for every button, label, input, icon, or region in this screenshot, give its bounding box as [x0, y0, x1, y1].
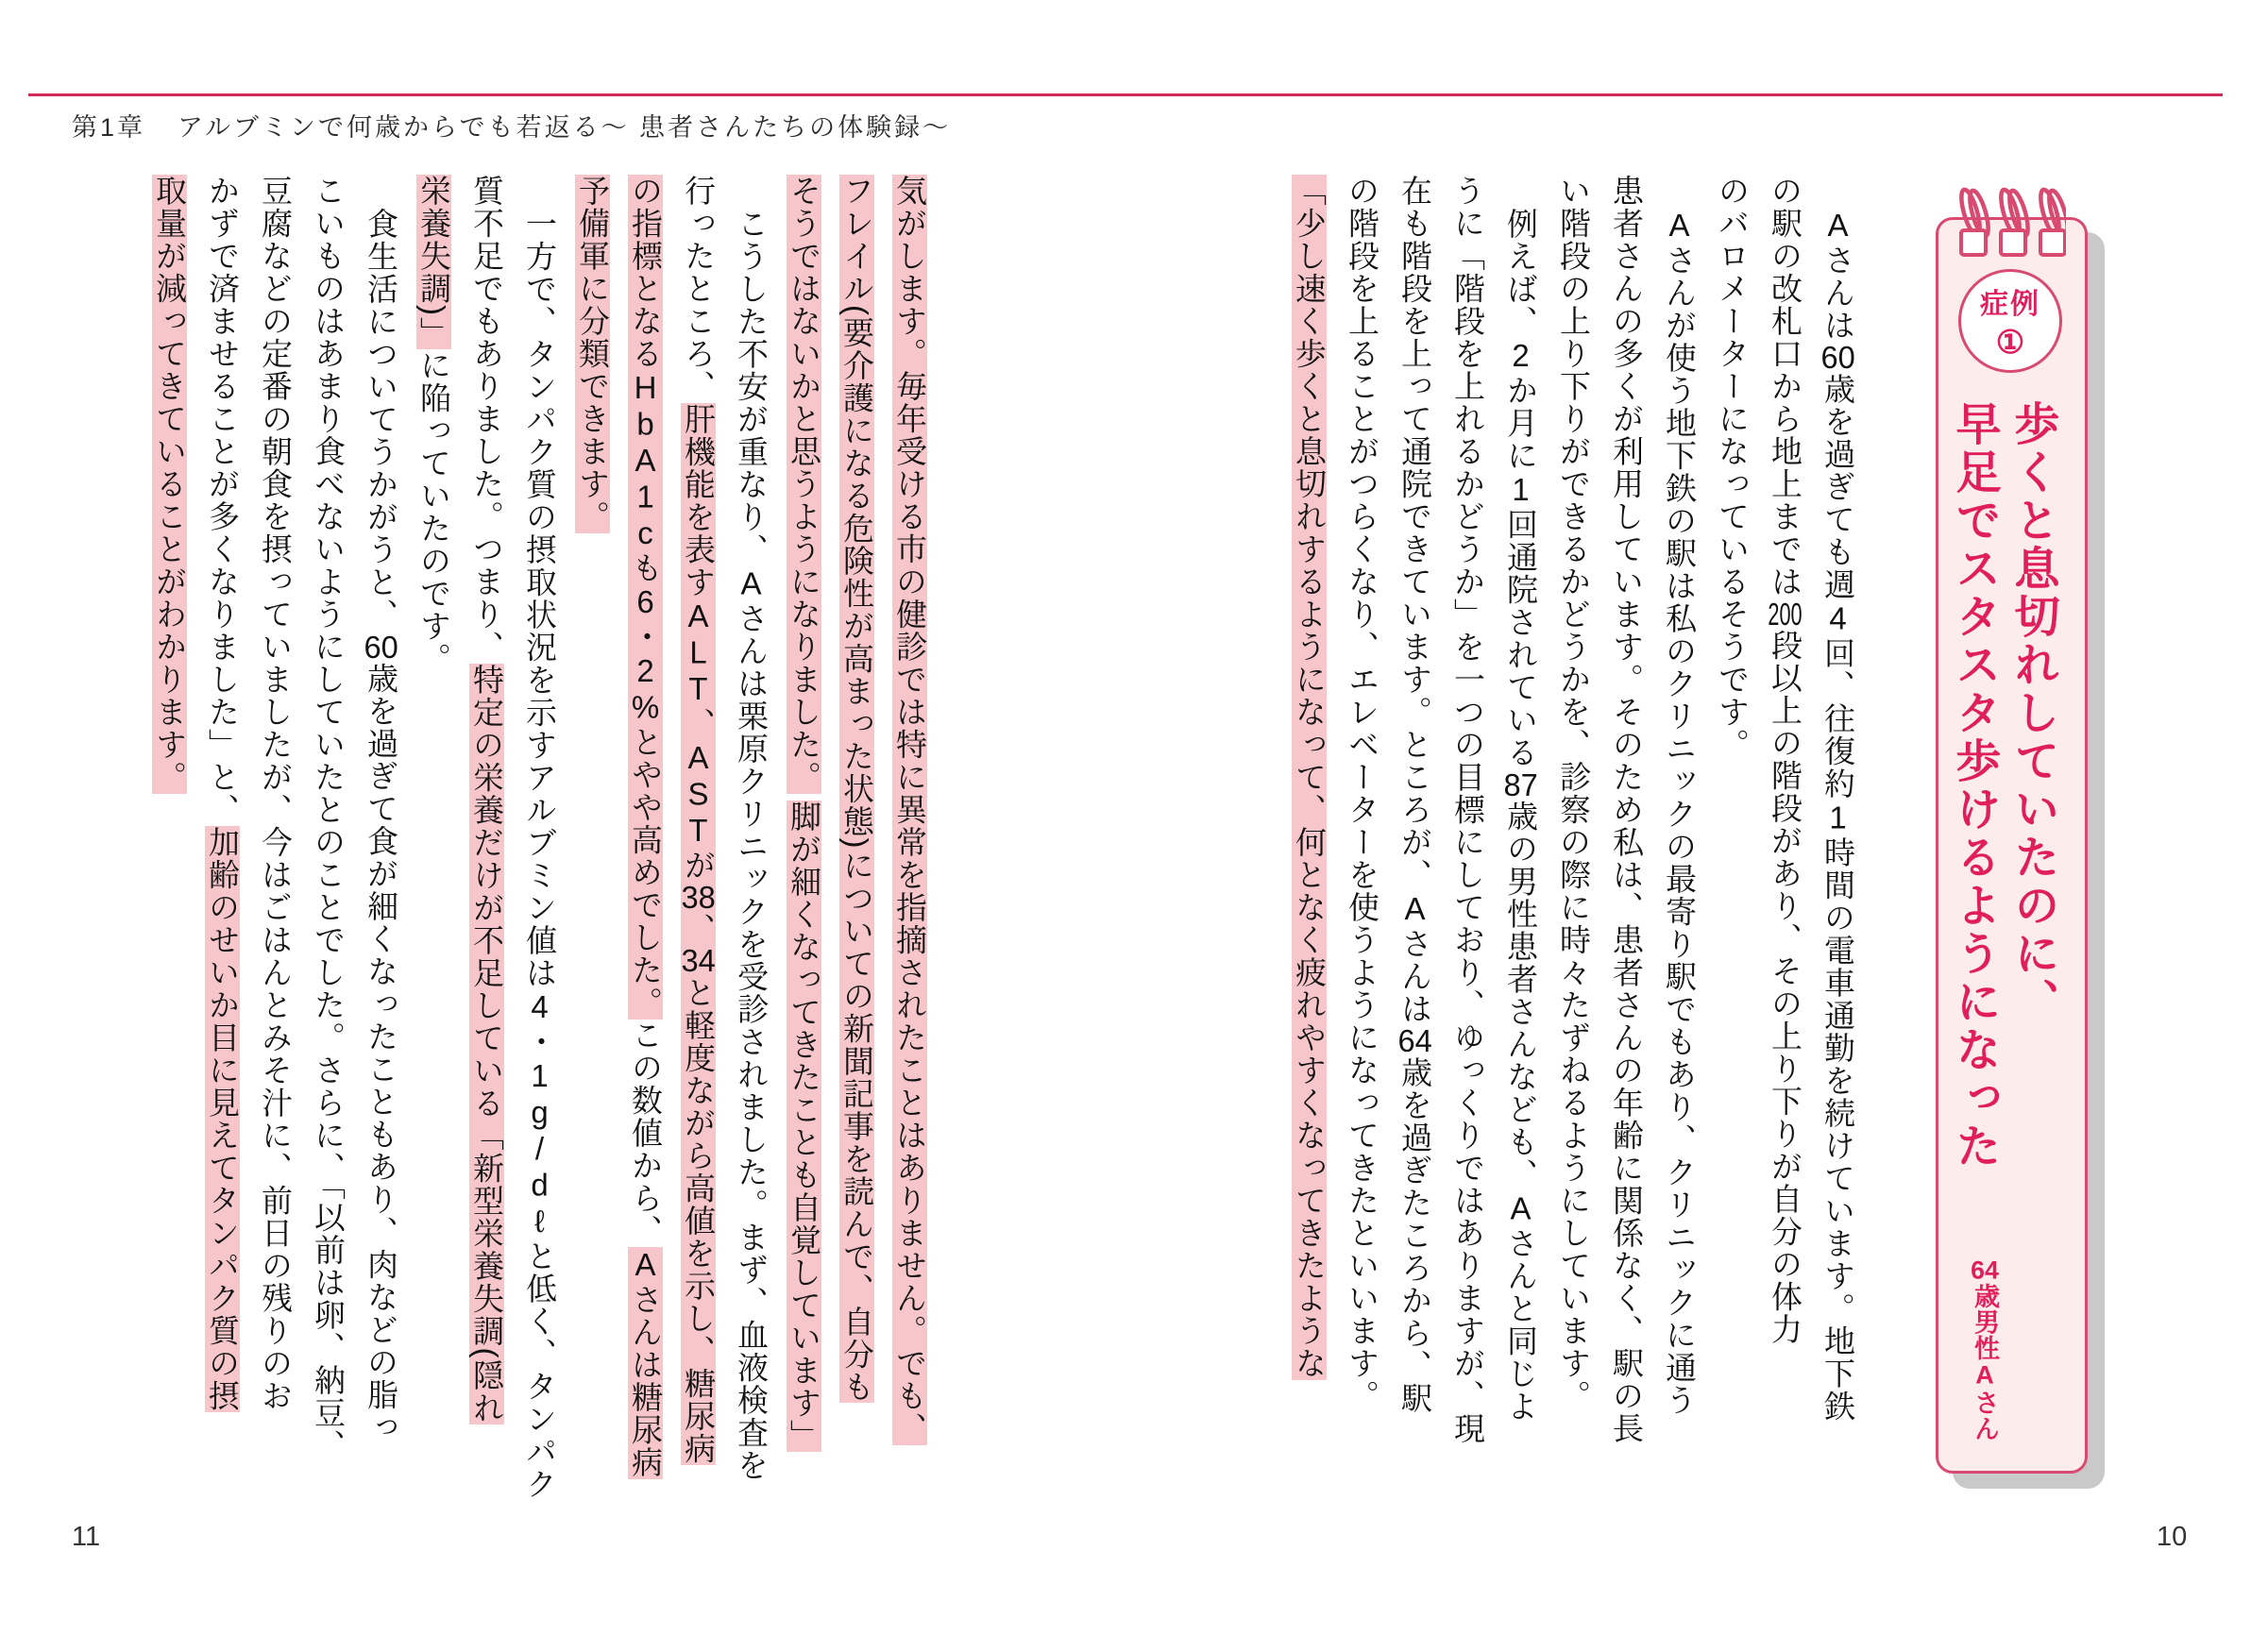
- highlight-span: の指標となるHbA1cも6・2%とやや高めでした。: [628, 175, 663, 1020]
- highlight-span: フレイル(要介護になる危険性が高まった状態)についての新聞記事を読んで、自分も: [839, 175, 874, 1404]
- highlight-span: Aさんは糖尿病: [628, 1247, 663, 1479]
- text-span: 行ったところ、: [681, 175, 716, 403]
- text-column: [577, 175, 608, 1553]
- header-rule: [28, 93, 2223, 96]
- chapter-title: アルブミンで何歳からでも若返る〜 患者さんたちの体験録〜: [178, 113, 952, 142]
- text-span: の駅の改札口から地上までは200段以上の階段があり、その上り下りが自分の体力: [1768, 175, 1802, 1346]
- text-column: [1664, 175, 1695, 1553]
- case-subtitle: 64歳男性Aさん: [1971, 1257, 1999, 1441]
- text-column: [1399, 175, 1430, 1553]
- text-span: 在も階段を上って通院できています。ところが、Aさんは64歳を過ぎたころから、駅: [1397, 175, 1432, 1415]
- highlight-span: 特定の栄養だけが不足している「新型栄養失調(隠れ: [469, 663, 504, 1424]
- page10-body-text: [1293, 175, 1853, 1553]
- highlight-span: 脚が細くなってきたことも自覚しています」: [787, 800, 821, 1452]
- highlight-span: 取量が減ってきていることがわかります。: [152, 175, 187, 794]
- case-number-badge: [1958, 269, 2062, 373]
- text-column: [736, 175, 767, 1553]
- highlight-span: 加齢のせいか目に見えてタンパク質の摂: [205, 826, 240, 1412]
- text-span: のバロメーターになっているそうです。: [1715, 175, 1750, 761]
- case-label-text: 症例: [1980, 289, 2040, 320]
- text-column: [841, 175, 872, 1553]
- highlight-span: 肝機能を表すALT、ASTが38、34と軽度ながら高値を示し、糖尿病: [681, 402, 716, 1465]
- case-title: [1947, 400, 2055, 1344]
- text-column: [1769, 175, 1801, 1553]
- text-span: Aさんは60歳を過ぎても週4回、往復約1時間の電車通勤を続けています。地下鉄: [1820, 208, 1855, 1423]
- page-number-left: 11: [72, 1522, 101, 1552]
- text-span: 豆腐などの定番の朝食を摂っていましたが、今はごはんとみそ汁に、前日の残りのお: [258, 175, 293, 1412]
- text-span: の階段を上ることがつらくなり、エレベーターを使うようになってきたといいます。: [1345, 175, 1379, 1412]
- text-span: こうした不安が重なり、Aさんは栗原クリニックを受診されました。まず、血液検査を: [734, 208, 769, 1482]
- text-span: 患者さんの多くが利用しています。そのため私は、患者さんの年齢に関係なく、駅の長: [1609, 175, 1644, 1445]
- highlight-span: 予備軍に分類できます。: [575, 175, 610, 533]
- text-span: こいものはあまり食べないようにしていたとのことでした。さらに、「以前は卵、納豆、: [311, 175, 346, 1462]
- text-column: [365, 175, 397, 1553]
- text-column: [894, 175, 925, 1553]
- text-span: 例えば、2か月に1回通院されている87歳の男性患者さんなども、Aさんと同じよ: [1503, 208, 1538, 1423]
- page-number-right: 10: [2157, 1522, 2188, 1552]
- text-span: うに「階段を上れるかどうか」を一つの目標にしており、ゆっくりではありますが、現: [1450, 175, 1485, 1445]
- highlight-span: 気がします。毎年受ける市の健診では特に異常を指摘されたことはありません。でも、: [892, 175, 927, 1445]
- text-span: Aさんが使う地下鉄の駅は私のクリニックの最寄り駅でもあり、クリニックに通う: [1662, 208, 1697, 1417]
- text-column: [418, 175, 449, 1553]
- text-span: 食生活についてうかがうと、60歳を過ぎて食が細くなったこともあり、肉などの脂っ: [364, 208, 398, 1444]
- text-column: [630, 175, 661, 1553]
- text-column: [1558, 175, 1589, 1553]
- highlight-span: 栄養失調)」: [416, 175, 451, 349]
- text-column: [313, 175, 344, 1553]
- text-column: [788, 175, 820, 1553]
- text-column: [1346, 175, 1378, 1553]
- text-column: [1822, 175, 1853, 1553]
- text-column: [154, 175, 185, 1553]
- text-column: [524, 175, 555, 1553]
- text-span: 質不足でもありました。つまり、: [469, 175, 504, 664]
- text-column: [1505, 175, 1536, 1553]
- text-span: に陥っていたのです。: [416, 349, 451, 675]
- text-column: [1611, 175, 1642, 1553]
- text-column: [683, 175, 714, 1553]
- highlight-span: そうではないかと思うようになりました。: [787, 175, 821, 794]
- text-column: [260, 175, 291, 1553]
- case-title-line2: 早足でスタスタ歩けるようになった: [1949, 400, 1999, 1171]
- page11-body-text: [153, 175, 925, 1553]
- chapter-label: 第1章: [72, 113, 146, 142]
- running-header: [72, 107, 951, 143]
- text-span: 一方で、タンパク質の摂取状況を示すアルブミン値は4・1g/dℓと低く、タンパク: [522, 208, 557, 1501]
- case-number: ①: [1995, 325, 2025, 361]
- spiral-binding-icon: [1953, 187, 2066, 261]
- text-column: [1717, 175, 1748, 1553]
- text-span: い階段の上り下りができるかどうかを、診察の際に時々たずねるようにしています。: [1556, 175, 1591, 1412]
- text-span: この数値から、: [628, 1019, 663, 1247]
- text-column: [207, 175, 238, 1553]
- case-title-line1: 歩くと息切れしていたのに、: [2007, 400, 2057, 1026]
- highlight-span: 「少し速く歩くと息切れするようになって、何となく疲れやすくなってきたような: [1292, 175, 1327, 1380]
- text-column: [1294, 175, 1325, 1553]
- text-span: かずで済ませることが多くなりました」と、: [205, 175, 240, 826]
- text-column: [471, 175, 502, 1553]
- text-column: [1452, 175, 1483, 1553]
